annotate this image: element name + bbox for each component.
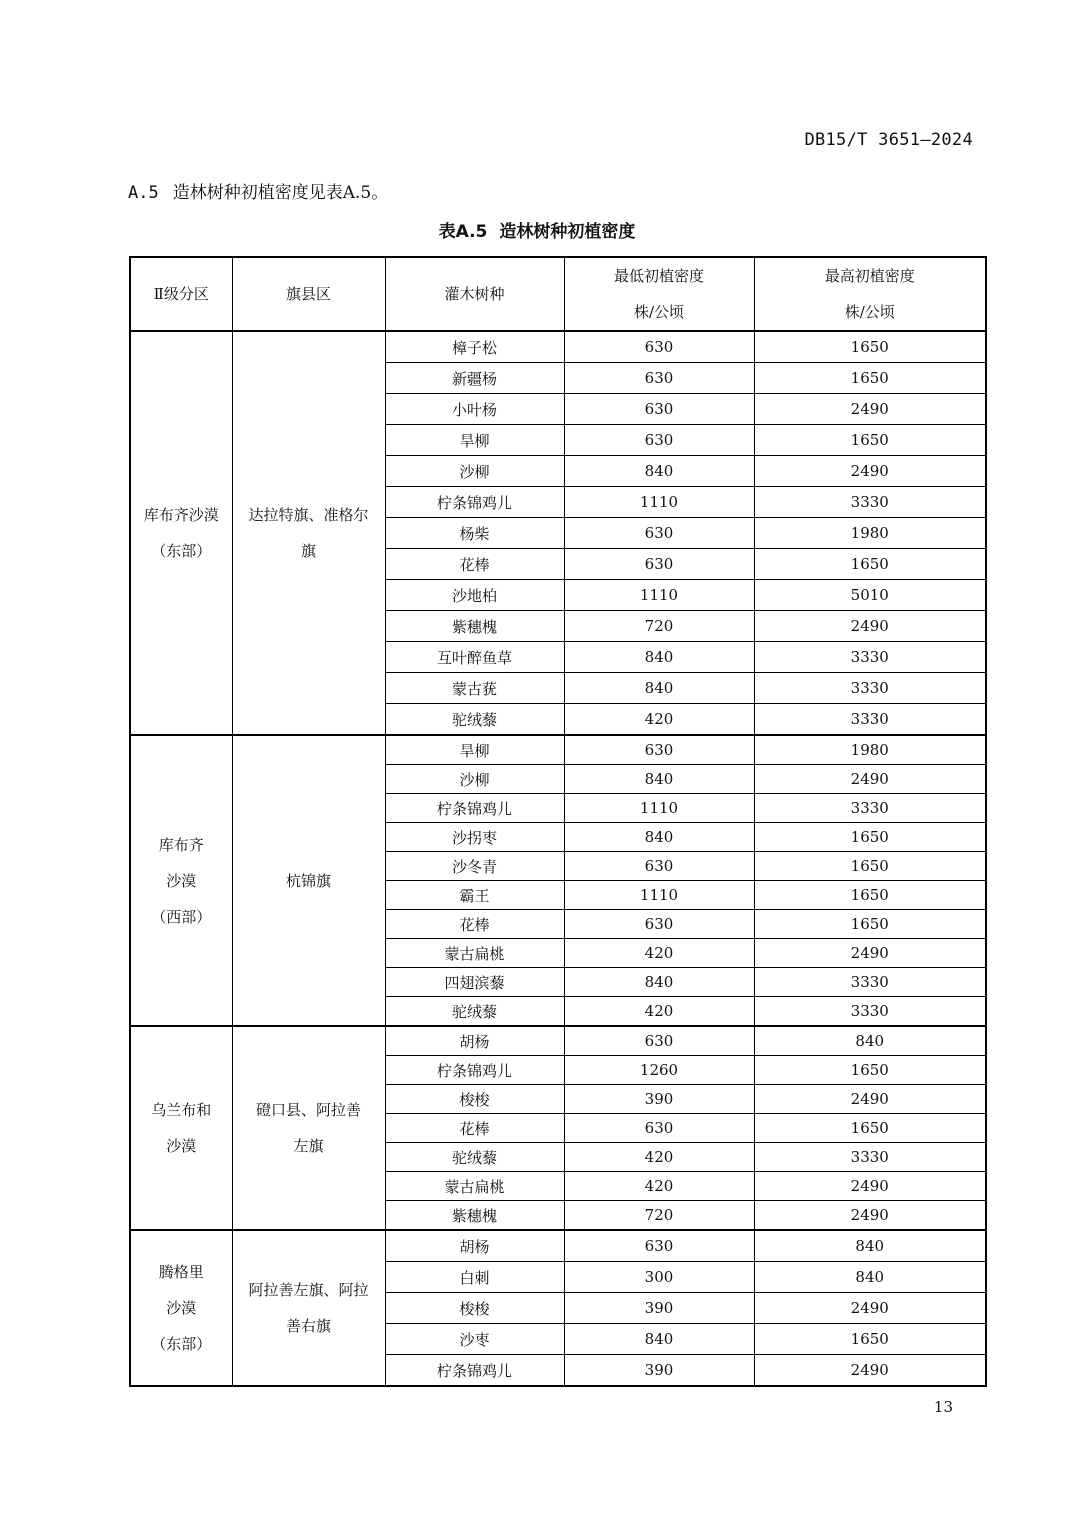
zone-line: （东部）: [151, 1335, 212, 1353]
zone-line: （东部）: [151, 542, 212, 560]
header-species: 灌木树种: [385, 257, 564, 331]
species-cell: 沙柳: [385, 765, 564, 794]
max-density-cell: 1650: [754, 1056, 986, 1085]
min-density-cell: 420: [564, 939, 754, 968]
species-cell: 沙拐枣: [385, 823, 564, 852]
max-density-cell: 1650: [754, 331, 986, 363]
max-density-cell: 3330: [754, 968, 986, 997]
county-line: 磴口县、阿拉善: [255, 1101, 361, 1119]
county-line: 善右旗: [285, 1317, 331, 1335]
species-cell: 沙地柏: [385, 580, 564, 611]
table-header-row: [130, 257, 986, 331]
header-max-density: [754, 257, 986, 331]
table-row: [130, 331, 986, 363]
county-cell: [232, 735, 385, 1026]
species-cell: 梭梭: [385, 1085, 564, 1114]
min-density-cell: 390: [564, 1293, 754, 1324]
max-density-cell: 1650: [754, 363, 986, 394]
min-density-cell: 840: [564, 1324, 754, 1355]
min-density-cell: 840: [564, 673, 754, 704]
county-cell: [232, 1230, 385, 1386]
table-body: [130, 331, 986, 1386]
max-density-cell: 3330: [754, 487, 986, 518]
species-cell: 沙冬青: [385, 852, 564, 881]
min-density-cell: 1110: [564, 794, 754, 823]
header-max-unit: 株/公顷: [844, 303, 895, 321]
min-density-cell: 840: [564, 765, 754, 794]
min-density-cell: 630: [564, 735, 754, 765]
zone-line: 沙漠: [166, 871, 197, 890]
species-cell: 杨柴: [385, 518, 564, 549]
species-cell: 柠条锦鸡儿: [385, 487, 564, 518]
max-density-cell: 2490: [754, 611, 986, 642]
table-caption: [0, 217, 1074, 242]
species-cell: 柠条锦鸡儿: [385, 794, 564, 823]
header-zone: Ⅱ级分区: [130, 257, 232, 331]
species-cell: 柠条锦鸡儿: [385, 1056, 564, 1085]
header-county: 旗县区: [232, 257, 385, 331]
min-density-cell: 630: [564, 910, 754, 939]
max-density-cell: 3330: [754, 1143, 986, 1172]
min-density-cell: 720: [564, 611, 754, 642]
species-cell: 樟子松: [385, 331, 564, 363]
max-density-cell: 1650: [754, 425, 986, 456]
max-density-cell: 1650: [754, 823, 986, 852]
zone-line: 库布齐: [158, 835, 204, 854]
county-line: 阿拉善左旗、阿拉: [248, 1281, 369, 1299]
min-density-cell: 840: [564, 968, 754, 997]
max-density-cell: 2490: [754, 1172, 986, 1201]
max-density-cell: 2490: [754, 1293, 986, 1324]
min-density-cell: 390: [564, 1085, 754, 1114]
max-density-cell: 2490: [754, 939, 986, 968]
max-density-cell: 2490: [754, 1201, 986, 1231]
min-density-cell: 1260: [564, 1056, 754, 1085]
header-min-unit: 株/公顷: [633, 303, 685, 321]
max-density-cell: 3330: [754, 642, 986, 673]
min-density-cell: 840: [564, 456, 754, 487]
max-density-cell: 840: [754, 1026, 986, 1056]
species-cell: 霸王: [385, 881, 564, 910]
species-cell: 驼绒藜: [385, 1143, 564, 1172]
species-cell: 花棒: [385, 1114, 564, 1143]
header-min-density: [564, 257, 754, 331]
table-row: [130, 735, 986, 765]
min-density-cell: 630: [564, 549, 754, 580]
header-min-line1: 最低初植密度: [613, 267, 704, 285]
max-density-cell: 5010: [754, 580, 986, 611]
zone-line: 库布齐沙漠: [143, 506, 219, 524]
table-row: [130, 1230, 986, 1262]
max-density-cell: 1650: [754, 1324, 986, 1355]
min-density-cell: 420: [564, 1143, 754, 1172]
min-density-cell: 840: [564, 823, 754, 852]
min-density-cell: 420: [564, 997, 754, 1027]
max-density-cell: 1980: [754, 518, 986, 549]
min-density-cell: 1110: [564, 580, 754, 611]
min-density-cell: 630: [564, 1230, 754, 1262]
species-cell: 花棒: [385, 910, 564, 939]
species-cell: 紫穗槐: [385, 1201, 564, 1231]
species-cell: 沙枣: [385, 1324, 564, 1355]
max-density-cell: 1980: [754, 735, 986, 765]
min-density-cell: 420: [564, 1172, 754, 1201]
document-code: DB15/T 3651—2024: [804, 130, 973, 150]
species-cell: 蒙古扁桃: [385, 1172, 564, 1201]
max-density-cell: 1650: [754, 910, 986, 939]
zone-line: 腾格里: [158, 1263, 204, 1281]
zone-line: 乌兰布和: [151, 1101, 212, 1119]
max-density-cell: 1650: [754, 881, 986, 910]
county-line: 杭锦旗: [285, 871, 331, 890]
species-cell: 胡杨: [385, 1026, 564, 1056]
zone-cell: [130, 1026, 232, 1230]
max-density-cell: 1650: [754, 1114, 986, 1143]
density-table: [129, 256, 987, 1387]
county-cell: [232, 1026, 385, 1230]
min-density-cell: 300: [564, 1262, 754, 1293]
min-density-cell: 630: [564, 331, 754, 363]
section-number: A.5: [128, 183, 159, 203]
max-density-cell: 840: [754, 1230, 986, 1262]
min-density-cell: 630: [564, 518, 754, 549]
table-row: [130, 1026, 986, 1056]
species-cell: 白刺: [385, 1262, 564, 1293]
section-heading: [128, 178, 388, 203]
max-density-cell: 840: [754, 1262, 986, 1293]
max-density-cell: 3330: [754, 997, 986, 1027]
species-cell: 四翅滨藜: [385, 968, 564, 997]
zone-cell: [130, 331, 232, 735]
min-density-cell: 630: [564, 1114, 754, 1143]
species-cell: 旱柳: [385, 425, 564, 456]
table-caption-number: 表A.5: [438, 222, 488, 242]
min-density-cell: 630: [564, 363, 754, 394]
species-cell: 胡杨: [385, 1230, 564, 1262]
min-density-cell: 1110: [564, 487, 754, 518]
header-max-line1: 最高初植密度: [824, 267, 915, 285]
species-cell: 互叶醉鱼草: [385, 642, 564, 673]
min-density-cell: 630: [564, 852, 754, 881]
max-density-cell: 2490: [754, 456, 986, 487]
zone-line: 沙漠: [166, 1137, 197, 1155]
max-density-cell: 3330: [754, 704, 986, 736]
min-density-cell: 630: [564, 394, 754, 425]
zone-cell: [130, 1230, 232, 1386]
min-density-cell: 390: [564, 1355, 754, 1387]
county-line: 达拉特旗、准格尔: [248, 506, 369, 524]
species-cell: 紫穗槐: [385, 611, 564, 642]
min-density-cell: 840: [564, 642, 754, 673]
county-cell: [232, 331, 385, 735]
max-density-cell: 2490: [754, 394, 986, 425]
zone-line: 沙漠: [166, 1299, 197, 1317]
max-density-cell: 1650: [754, 549, 986, 580]
species-cell: 沙柳: [385, 456, 564, 487]
species-cell: 小叶杨: [385, 394, 564, 425]
species-cell: 新疆杨: [385, 363, 564, 394]
species-cell: 柠条锦鸡儿: [385, 1355, 564, 1387]
zone-line: （西部）: [151, 907, 212, 926]
min-density-cell: 420: [564, 704, 754, 736]
max-density-cell: 3330: [754, 673, 986, 704]
max-density-cell: 3330: [754, 794, 986, 823]
max-density-cell: 1650: [754, 852, 986, 881]
min-density-cell: 630: [564, 425, 754, 456]
county-line: 旗: [300, 542, 316, 560]
max-density-cell: 2490: [754, 1355, 986, 1387]
max-density-cell: 2490: [754, 765, 986, 794]
species-cell: 蒙古扁桃: [385, 939, 564, 968]
min-density-cell: 630: [564, 1026, 754, 1056]
species-cell: 旱柳: [385, 735, 564, 765]
species-cell: 花棒: [385, 549, 564, 580]
table-caption-title: 造林树种初植密度: [499, 222, 636, 242]
min-density-cell: 720: [564, 1201, 754, 1231]
county-line: 左旗: [293, 1137, 324, 1155]
species-cell: 蒙古莸: [385, 673, 564, 704]
page-number: 13: [933, 1398, 953, 1416]
min-density-cell: 1110: [564, 881, 754, 910]
section-text: 造林树种初植密度见表A.5。: [172, 183, 389, 203]
max-density-cell: 2490: [754, 1085, 986, 1114]
species-cell: 梭梭: [385, 1293, 564, 1324]
species-cell: 驼绒藜: [385, 704, 564, 736]
zone-cell: [130, 735, 232, 1026]
species-cell: 驼绒藜: [385, 997, 564, 1027]
